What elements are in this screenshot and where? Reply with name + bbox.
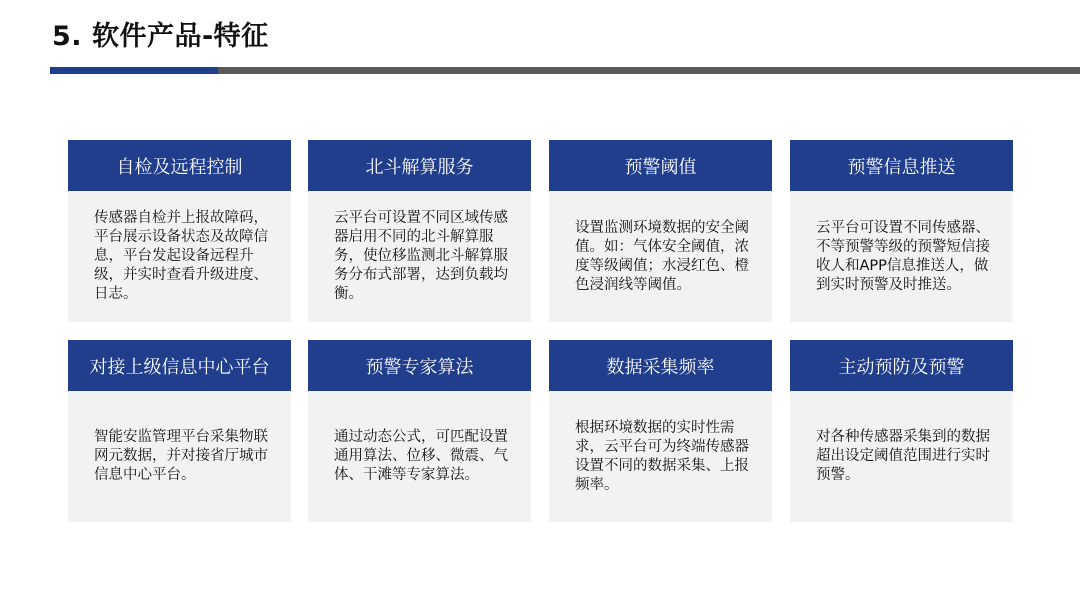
card-text: 通过动态公式，可匹配设置通用算法、位移、微震、气体、干滩等专家算法。 <box>334 429 508 483</box>
card-text: 智能安监管理平台采集物联网元数据，并对接省厅城市信息中心平台。 <box>94 429 268 483</box>
feature-card-prevention <box>790 340 1013 522</box>
feature-card-sampling-rate <box>549 340 772 522</box>
card-header: 预警信息推送 <box>790 140 1013 191</box>
card-text: 云平台可设置不同传感器、不等预警等级的预警短信接收人和APP信息推送人，做到实时预警及时推送。 <box>816 219 990 293</box>
card-header: 主动预防及预警 <box>790 340 1013 391</box>
card-body <box>308 391 531 522</box>
card-body <box>308 191 531 322</box>
feature-card-upper-platform <box>68 340 291 522</box>
feature-card-push <box>790 140 1013 322</box>
card-body <box>790 191 1013 322</box>
card-body <box>549 391 772 522</box>
card-body <box>68 391 291 522</box>
card-text: 设置监测环境数据的安全阈值。如：气体安全阈值，浓度等级阈值；水浸红色、橙色浸润线等阈值。 <box>575 219 749 293</box>
feature-card-threshold <box>549 140 772 322</box>
title-rule-accent <box>50 67 218 74</box>
feature-card-expert-algorithm <box>308 340 531 522</box>
card-header: 数据采集频率 <box>549 340 772 391</box>
card-text: 传感器自检并上报故障码，平台展示设备状态及故障信息，平台发起设备远程升级，并实时查看升级进度、日志。 <box>94 210 268 302</box>
card-body <box>549 191 772 322</box>
feature-card-self-check <box>68 140 291 322</box>
card-header: 对接上级信息中心平台 <box>68 340 291 391</box>
card-header: 预警阈值 <box>549 140 772 191</box>
card-body <box>68 191 291 322</box>
card-header: 北斗解算服务 <box>308 140 531 191</box>
card-header: 自检及远程控制 <box>68 140 291 191</box>
feature-card-beidou <box>308 140 531 322</box>
title-rule <box>218 67 1080 74</box>
card-body <box>790 391 1013 522</box>
card-header: 预警专家算法 <box>308 340 531 391</box>
card-text: 云平台可设置不同区域传感器启用不同的北斗解算服务，使位移监测北斗解算服务分布式部署，达到负载均衡。 <box>334 210 508 302</box>
page-title: 5. 软件产品-特征 <box>52 21 269 52</box>
card-text: 根据环境数据的实时性需求，云平台可为终端传感器设置不同的数据采集、上报频率。 <box>575 419 749 493</box>
card-text: 对各种传感器采集到的数据超出设定阈值范围进行实时预警。 <box>816 429 990 483</box>
